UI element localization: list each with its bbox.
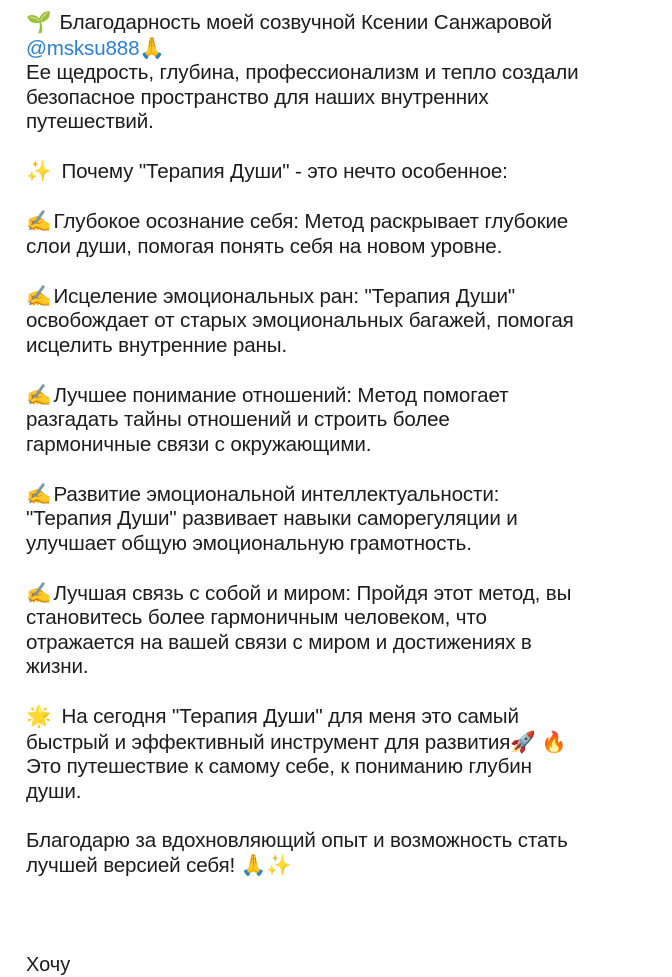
point-title-line (26, 209, 650, 235)
today-line (26, 730, 650, 756)
why-text: Почему "Терапия Души" - это нечто особенное: (61, 160, 508, 183)
point-text: Глубокое осознание себя: Метод раскрывает глубокие (53, 210, 569, 233)
point-text: Лучшее понимание отношений: Метод помогает (53, 383, 509, 407)
writing-hand-icon: ✍️ (26, 580, 52, 605)
today-text: быстрый и эффективный инструмент для развития (26, 730, 511, 754)
point-paragraph (26, 284, 650, 359)
point-text: Исцеление эмоциональных ран: "Терапия Души" (53, 284, 516, 308)
point-title-line (26, 581, 650, 607)
sprout-icon: 🌱 (26, 10, 52, 34)
today-paragraph (26, 704, 650, 804)
gratitude-line (26, 10, 650, 36)
rocket-icon: 🚀 (510, 729, 536, 754)
point-paragraph (26, 482, 650, 557)
point-line: улучшает общую эмоциональную грамотность. (26, 531, 472, 555)
point-line: разгадать тайны отношений и строить более (26, 408, 450, 431)
cut-off-text: Хочу (26, 954, 71, 976)
thanks-line: Благодарю за вдохновляющий опыт и возможность стать (26, 828, 568, 852)
point-paragraph (26, 383, 650, 458)
mention-line (26, 36, 650, 62)
point-title-line (26, 284, 650, 310)
star-icon: 🌟 (26, 704, 52, 728)
point-line: "Терапия Души" развивает навыки саморегуляции и (26, 507, 518, 530)
writing-hand-icon: ✍️ (26, 382, 52, 407)
thanks-paragraph (26, 829, 650, 879)
why-paragraph (26, 159, 650, 185)
point-paragraph (26, 581, 650, 680)
user-mention-link[interactable]: @msksu888 (26, 36, 140, 60)
today-text: На сегодня "Терапия Души" для меня это самый (61, 705, 519, 728)
point-text: Лучшая связь с собой и миром: Пройдя этот метод, вы (53, 581, 572, 605)
point-line: жизни. (26, 655, 89, 678)
today-title-line (26, 704, 650, 730)
writing-hand-icon: ✍️ (26, 209, 52, 233)
writing-hand-icon: ✍️ (26, 481, 52, 506)
point-text: Развитие эмоциональной интеллектуальности: (53, 482, 500, 506)
sparkles-icon: ✨ (26, 159, 52, 183)
writing-hand-icon: ✍️ (26, 283, 52, 308)
point-line: становитесь более гармоничным человеком, что (26, 606, 487, 629)
fire-icon: 🔥 (541, 729, 567, 754)
today-line: души. (26, 779, 82, 803)
paragraph-line: безопасное пространство для наших внутренних (26, 85, 489, 109)
today-line: Это путешествие к самому себе, к пониманию глубин (26, 755, 532, 778)
point-title-line (26, 383, 650, 409)
point-paragraph (26, 209, 650, 259)
thanks-line (26, 853, 650, 879)
pray-icon: 🙏 (240, 853, 267, 877)
sparkles-icon: ✨ (266, 853, 292, 877)
point-line: освобождает от старых эмоциональных багажей, помогая (26, 309, 574, 332)
thanks-text: лучшей версией себя! (26, 854, 236, 877)
point-line: слои души, помогая понять себя на новом уровне. (26, 234, 503, 258)
pray-icon: 🙏 (139, 35, 165, 60)
paragraph-line: Ее щедрость, глубина, профессионализм и тепло создали (26, 61, 579, 84)
gratitude-paragraph (26, 10, 650, 135)
why-heading (26, 159, 650, 185)
paragraph-line: путешествий. (26, 110, 154, 133)
point-title-line (26, 482, 650, 508)
point-line: отражается на вашей связи с миром и достижениях в (26, 630, 532, 654)
point-line: гармоничные связи с окружающими. (26, 432, 372, 456)
point-line: исцелить внутренние раны. (26, 333, 287, 357)
gratitude-text: Благодарность моей созвучной Ксении Санжаровой (59, 11, 552, 34)
